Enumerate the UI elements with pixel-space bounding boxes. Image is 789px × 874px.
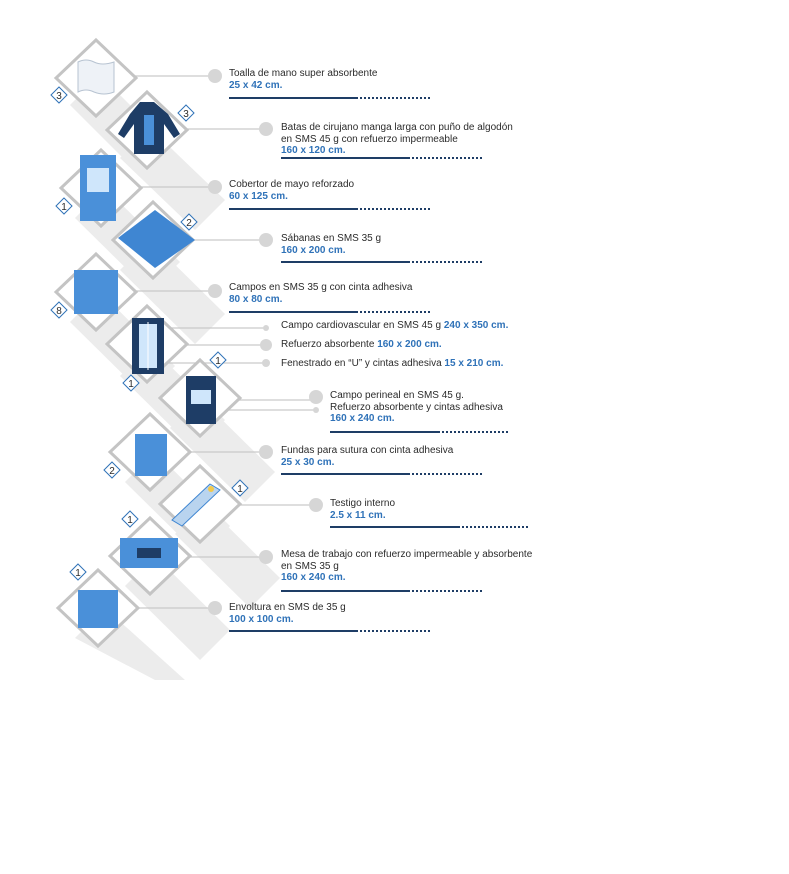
item-drapes (229, 282, 412, 305)
item-dims: 100 x 100 cm. (229, 613, 294, 625)
item-work-table (281, 549, 532, 584)
item-label: Campos en SMS 35 g con cinta adhesiva (229, 282, 413, 293)
work-table-cover-icon (120, 538, 178, 568)
item-towel (229, 68, 377, 91)
item-absorbent-reinforcement (281, 339, 442, 351)
mayo-cover-icon (80, 155, 116, 221)
item-label: Refuerzo absorbente (281, 339, 375, 350)
item-label: Sábanas en SMS 35 g (281, 233, 382, 244)
item-label-line2: Refuerzo absorbente y cintas adhesiva (330, 401, 503, 413)
item-dims: 25 x 42 cm. (229, 79, 283, 91)
item-dims: 60 x 125 cm. (229, 190, 288, 202)
item-dims: 240 x 350 cm. (443, 320, 509, 331)
count-suture: 2 (109, 466, 115, 477)
item-dims: 160 x 240 cm. (330, 413, 395, 424)
item-internal-indicator (330, 498, 395, 521)
item-label: Campo cardiovascular en SMS 45 g (281, 320, 442, 331)
item-label-line1: Batas de cirujano manga larga con puño de algodón (281, 122, 513, 133)
perineal-drape-icon (186, 376, 216, 424)
item-label-line2: en SMS 45 g con refuerzo impermeable (281, 133, 458, 145)
item-label-line1: Mesa de trabajo con refuerzo impermeable y absorbente (281, 549, 533, 560)
item-dims: 15 x 210 cm. (444, 358, 504, 369)
item-label: Fenestrado en “U” y cintas adhesiva (281, 358, 442, 369)
item-u-fenestrated (281, 358, 503, 370)
item-label: Envoltura en SMS de 35 g (229, 602, 346, 613)
wrap-icon (78, 590, 118, 628)
item-dims: 2.5 x 11 cm. (330, 509, 386, 521)
item-dims: 160 x 120 cm. (281, 145, 346, 156)
item-label: Testigo interno (330, 498, 396, 509)
item-dims: 160 x 240 cm. (281, 572, 346, 583)
count-perineal: 1 (215, 356, 221, 367)
count-mayo: 1 (61, 202, 67, 213)
item-mayo-cover (229, 179, 354, 202)
item-gown (281, 122, 513, 157)
count-indicator: 1 (237, 484, 243, 495)
item-dims: 80 x 80 cm. (229, 293, 283, 305)
drapes-icon (74, 270, 118, 314)
count-towel: 3 (56, 91, 62, 102)
count-drapes: 8 (56, 306, 62, 317)
item-wrap (229, 602, 346, 625)
cardiovascular-drape-icon (132, 318, 164, 374)
item-label-line2: en SMS 35 g (281, 560, 339, 572)
count-sheets: 2 (186, 218, 192, 229)
item-dims: 160 x 200 cm. (377, 339, 442, 350)
count-gown: 3 (183, 109, 189, 120)
item-label: Cobertor de mayo reforzado (229, 179, 355, 190)
item-dims: 25 x 30 cm. (281, 456, 335, 468)
count-table: 1 (127, 515, 133, 526)
item-sheets (281, 233, 381, 256)
item-dims: 160 x 200 cm. (281, 244, 346, 256)
item-label-line1: Campo perineal en SMS 45 g. (330, 390, 464, 401)
suture-cover-icon (135, 434, 167, 476)
item-cardiovascular (281, 320, 508, 332)
item-perineal (330, 390, 503, 425)
item-suture-covers (281, 445, 453, 468)
item-label: Toalla de mano super absorbente (229, 68, 378, 79)
count-wrap: 1 (75, 568, 81, 579)
count-cardiovascular: 1 (128, 379, 134, 390)
towel-icon (78, 60, 114, 94)
item-label: Fundas para sutura con cinta adhesiva (281, 445, 454, 456)
